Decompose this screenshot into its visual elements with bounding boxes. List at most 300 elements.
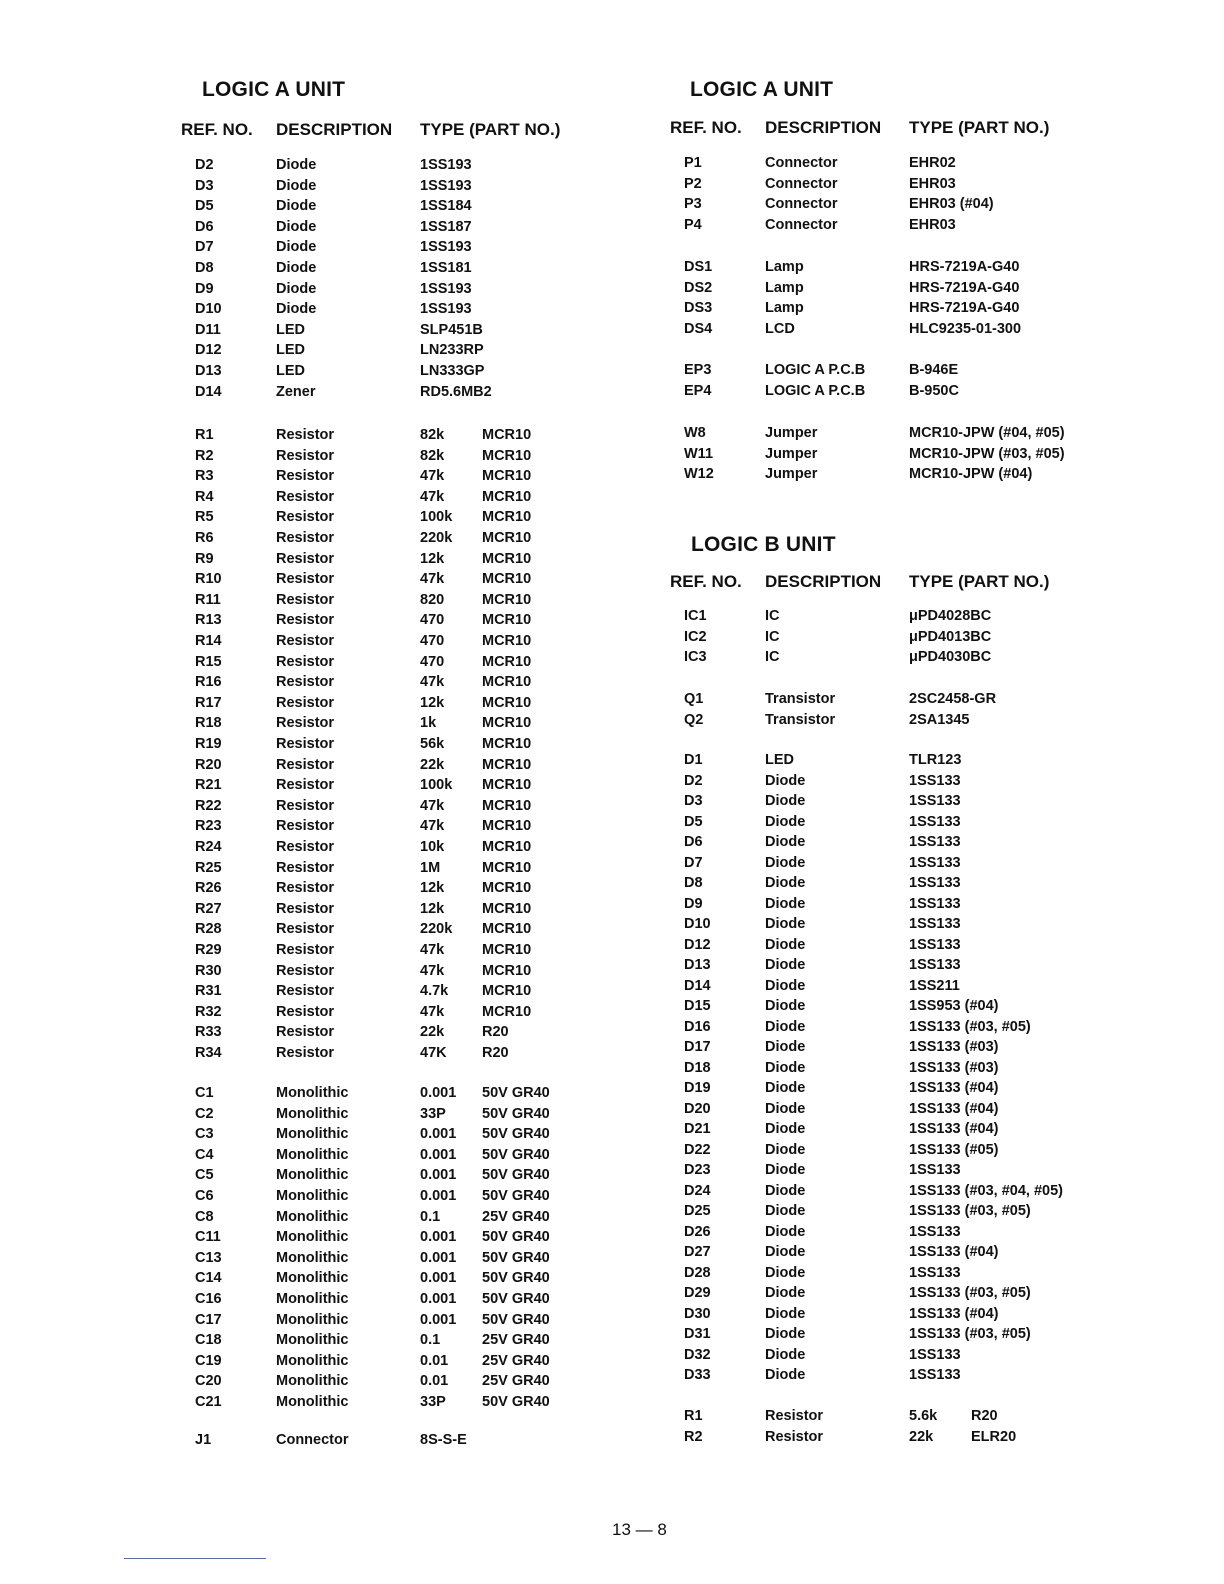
ref-no-cell: D14: [684, 977, 711, 994]
table-row: [0, 1145, 600, 1166]
ref-no-cell: R31: [195, 983, 222, 1000]
ref-no-cell: D2: [195, 157, 214, 173]
description-cell: Diode: [765, 957, 806, 973]
type-cell: EHR03: [909, 175, 956, 192]
description-cell: Resistor: [276, 818, 335, 835]
type-cell: 1SS133 (#04): [909, 1121, 999, 1137]
table-row: [0, 734, 600, 755]
ref-no-cell: D27: [684, 1244, 711, 1260]
description-cell: Jumper: [765, 445, 818, 462]
type-cell: 0.001: [420, 1167, 457, 1184]
ref-no-cell: R19: [195, 736, 222, 752]
type-extra-cell: MCR10: [482, 633, 532, 649]
description-cell: Resistor: [276, 921, 335, 938]
type-extra-cell: MCR10: [482, 900, 532, 917]
description-cell: Diode: [765, 1141, 806, 1158]
description-cell: Resistor: [276, 509, 335, 526]
description-cell: LOGIC A P.C.B: [765, 382, 866, 399]
table-row: [0, 196, 600, 217]
table-row: [612, 257, 1212, 278]
table-row: [0, 1330, 600, 1351]
table-row: [0, 1268, 600, 1289]
description-cell: Resistor: [276, 962, 335, 979]
description-cell: Monolithic: [276, 1311, 349, 1328]
type-cell: 2SC2458-GR: [909, 691, 997, 707]
header-description: DESCRIPTION: [765, 118, 882, 137]
table-row: [612, 812, 1212, 833]
table-row: [0, 528, 600, 549]
ref-no-cell: D10: [195, 301, 222, 318]
description-cell: Diode: [765, 1080, 806, 1096]
description-cell: Monolithic: [276, 1208, 349, 1225]
type-cell: 0.1: [420, 1332, 441, 1349]
ref-no-cell: D21: [684, 1121, 711, 1137]
type-cell: 1SS133 (#03, #05): [909, 1203, 1031, 1219]
description-cell: Diode: [765, 936, 806, 953]
ref-no-cell: W11: [684, 445, 714, 462]
description-cell: Jumper: [765, 466, 818, 483]
description-cell: Resistor: [276, 488, 335, 505]
table-row: [612, 1283, 1212, 1304]
page-number: 13 — 8: [612, 1520, 667, 1539]
ref-no-cell: R34: [195, 1045, 222, 1061]
table-row: [612, 278, 1212, 299]
type-extra-cell: 25V GR40: [482, 1373, 550, 1390]
table-row: [0, 961, 600, 982]
header-ref-no: REF. NO.: [670, 118, 742, 137]
table-row: [0, 610, 600, 631]
ref-no-cell: C20: [195, 1373, 222, 1390]
type-extra-cell: 50V GR40: [482, 1311, 550, 1328]
type-extra-cell: MCR10: [482, 839, 532, 855]
ref-no-cell: P3: [684, 196, 702, 213]
type-cell: 47K: [420, 1045, 447, 1061]
table-row: [0, 549, 600, 570]
description-cell: Diode: [276, 198, 317, 215]
table-row: [612, 1304, 1212, 1325]
ref-no-cell: R24: [195, 839, 222, 855]
description-cell: Transistor: [765, 711, 836, 728]
ref-no-cell: D17: [684, 1039, 711, 1055]
type-cell: 1SS133: [909, 1367, 961, 1383]
header-type: TYPE (PART NO.): [909, 572, 1050, 591]
description-cell: Monolithic: [276, 1249, 349, 1266]
description-cell: Resistor: [276, 756, 335, 773]
type-cell: μPD4030BC: [909, 649, 992, 665]
type-extra-cell: MCR10: [482, 859, 532, 876]
table-row: [612, 710, 1212, 731]
table-row: [0, 631, 600, 652]
table-row: [0, 507, 600, 528]
description-cell: Diode: [276, 239, 317, 256]
ref-no-cell: D33: [684, 1367, 711, 1383]
description-cell: Monolithic: [276, 1270, 349, 1287]
description-cell: LOGIC A P.C.B: [765, 362, 866, 378]
type-extra-cell: MCR10: [482, 983, 532, 1000]
ref-no-cell: D10: [684, 916, 711, 932]
ref-no-cell: D2: [684, 772, 703, 789]
type-extra-cell: ELR20: [971, 1428, 1017, 1445]
table-row: [612, 873, 1212, 894]
table-row: [612, 791, 1212, 812]
table-row: [0, 755, 600, 776]
table-row: [612, 1099, 1212, 1120]
type-cell: 1SS193: [420, 280, 472, 297]
header-ref-no: REF. NO.: [181, 120, 253, 139]
description-cell: Resistor: [276, 447, 335, 464]
type-cell: 1SS193: [420, 177, 472, 194]
table-row: [0, 837, 600, 858]
table-row: [612, 1365, 1212, 1386]
table-row: [612, 955, 1212, 976]
table-row: [0, 1227, 600, 1248]
description-cell: Diode: [765, 1018, 806, 1035]
type-cell: MCR10-JPW (#04): [909, 466, 1033, 483]
ref-no-cell: D16: [684, 1018, 711, 1035]
table-row: [0, 1022, 600, 1043]
type-cell: 470: [420, 633, 445, 649]
table-row: [612, 360, 1212, 381]
type-cell: 0.01: [420, 1373, 449, 1390]
description-cell: Resistor: [276, 1003, 335, 1020]
type-extra-cell: 50V GR40: [482, 1167, 550, 1184]
ref-no-cell: D26: [684, 1223, 711, 1240]
type-cell: MCR10-JPW (#04, #05): [909, 425, 1065, 441]
description-cell: Diode: [276, 280, 317, 297]
ref-no-cell: D20: [684, 1100, 711, 1117]
ref-no-cell: D8: [684, 875, 703, 891]
table-row: [0, 446, 600, 467]
type-cell: B-950C: [909, 382, 959, 399]
description-cell: Monolithic: [276, 1229, 349, 1246]
type-cell: 1SS133: [909, 957, 961, 973]
type-extra-cell: MCR10: [482, 818, 532, 835]
description-cell: IC: [765, 649, 780, 665]
type-cell: 0.001: [420, 1126, 457, 1143]
ref-no-cell: D5: [684, 813, 703, 830]
table-row: [0, 1002, 600, 1023]
description-cell: Diode: [765, 1346, 806, 1363]
type-extra-cell: MCR10: [482, 736, 532, 752]
ref-no-cell: P4: [684, 216, 702, 233]
type-extra-cell: MCR10: [482, 756, 532, 773]
ref-no-cell: D29: [684, 1285, 711, 1301]
ref-no-cell: IC3: [684, 649, 707, 665]
table-row: [0, 320, 600, 341]
table-row: [612, 750, 1212, 771]
ref-no-cell: R11: [195, 591, 221, 608]
ref-no-cell: C5: [195, 1167, 214, 1184]
ref-no-cell: D23: [684, 1162, 711, 1178]
footer-rule: [124, 1558, 266, 1559]
table-row: [612, 976, 1212, 997]
type-cell: 47k: [420, 797, 445, 814]
type-cell: 0.001: [420, 1311, 457, 1328]
header-type: TYPE (PART NO.): [420, 120, 561, 139]
ref-no-cell: R1: [684, 1408, 703, 1424]
ref-no-cell: D30: [684, 1305, 711, 1322]
ref-no-cell: D25: [684, 1203, 711, 1219]
ref-no-cell: DS4: [684, 320, 713, 337]
table-row: [612, 832, 1212, 853]
description-cell: Diode: [765, 977, 806, 994]
type-cell: 1SS133 (#03, #04, #05): [909, 1182, 1063, 1199]
type-cell: 1SS133: [909, 813, 961, 830]
type-extra-cell: 25V GR40: [482, 1352, 550, 1369]
type-cell: 1SS184: [420, 198, 472, 215]
type-cell: HRS-7219A-G40: [909, 300, 1020, 317]
description-cell: LED: [276, 342, 305, 359]
ref-no-cell: R28: [195, 921, 222, 938]
description-cell: Diode: [765, 1305, 806, 1322]
ref-no-cell: R5: [195, 509, 214, 526]
table-row: [612, 996, 1212, 1017]
type-extra-cell: MCR10: [482, 962, 532, 979]
type-cell: 0.001: [420, 1229, 457, 1246]
description-cell: Resistor: [276, 942, 335, 958]
type-cell: 1SS193: [420, 239, 472, 256]
ref-no-cell: D12: [195, 342, 222, 359]
table-row: [612, 894, 1212, 915]
table-row: [612, 1140, 1212, 1161]
ref-no-cell: C2: [195, 1105, 214, 1122]
ref-no-cell: J1: [195, 1432, 212, 1448]
description-cell: IC: [765, 608, 780, 624]
type-cell: 1SS133: [909, 854, 961, 871]
ref-no-cell: R9: [195, 550, 214, 567]
description-cell: Resistor: [765, 1408, 824, 1424]
table-row: [612, 319, 1212, 340]
type-extra-cell: 50V GR40: [482, 1105, 550, 1122]
type-cell: 1SS133: [909, 772, 961, 789]
type-cell: 0.001: [420, 1085, 457, 1101]
type-extra-cell: 50V GR40: [482, 1291, 550, 1307]
type-cell: 12k: [420, 550, 445, 567]
description-cell: Zener: [276, 383, 316, 400]
table-row: [0, 693, 600, 714]
table-row: [0, 899, 600, 920]
description-cell: Resistor: [276, 674, 335, 691]
ref-no-cell: D8: [195, 260, 214, 276]
description-cell: LCD: [765, 320, 795, 337]
table-row: [0, 1124, 600, 1145]
description-cell: LED: [276, 363, 305, 379]
description-cell: Resistor: [276, 468, 335, 485]
type-cell: μPD4013BC: [909, 628, 992, 645]
type-cell: 1SS193: [420, 301, 472, 318]
table-row: [0, 340, 600, 361]
type-cell: 0.001: [420, 1146, 457, 1163]
header-description: DESCRIPTION: [765, 572, 882, 591]
type-cell: 1SS133: [909, 1223, 961, 1240]
ref-no-cell: C1: [195, 1085, 214, 1101]
description-cell: Resistor: [276, 797, 335, 814]
type-cell: 1SS133: [909, 916, 961, 932]
type-cell: 1k: [420, 715, 437, 732]
description-cell: Diode: [765, 1121, 806, 1137]
type-cell: 12k: [420, 880, 445, 897]
ref-no-cell: Q1: [684, 691, 704, 707]
table-row: [0, 237, 600, 258]
type-extra-cell: MCR10: [482, 488, 532, 505]
description-cell: Monolithic: [276, 1188, 349, 1204]
description-cell: Monolithic: [276, 1332, 349, 1349]
type-cell: 1SS133 (#04): [909, 1080, 999, 1096]
ref-no-cell: P2: [684, 175, 702, 192]
type-extra-cell: MCR10: [482, 447, 532, 464]
type-cell: 1SS133: [909, 936, 961, 953]
type-cell: 100k: [420, 777, 453, 794]
table-row: [0, 796, 600, 817]
table-row: [0, 1392, 600, 1413]
table-row: [0, 361, 600, 382]
type-cell: 1SS133: [909, 1264, 961, 1281]
description-cell: Diode: [765, 813, 806, 830]
table-row: [612, 1017, 1212, 1038]
ref-no-cell: R6: [195, 530, 214, 546]
description-cell: Resistor: [276, 571, 335, 588]
type-cell: 1SS953 (#04): [909, 998, 999, 1014]
type-extra-cell: 50V GR40: [482, 1394, 550, 1410]
description-cell: Diode: [765, 1039, 806, 1055]
type-cell: 47k: [420, 571, 445, 588]
description-cell: Transistor: [765, 691, 836, 707]
type-cell: 1SS133: [909, 895, 961, 912]
ref-no-cell: D13: [195, 363, 222, 379]
type-extra-cell: 50V GR40: [482, 1229, 550, 1246]
ref-no-cell: R16: [195, 674, 222, 691]
type-extra-cell: MCR10: [482, 942, 532, 958]
table-row: [0, 382, 600, 403]
type-cell: HRS-7219A-G40: [909, 259, 1020, 275]
type-cell: 1M: [420, 859, 441, 876]
table-row: [0, 672, 600, 693]
description-cell: Resistor: [276, 859, 335, 876]
type-cell: HRS-7219A-G40: [909, 279, 1020, 296]
description-cell: Monolithic: [276, 1373, 349, 1390]
type-cell: 100k: [420, 509, 453, 526]
description-cell: Diode: [765, 793, 806, 809]
type-cell: 33P: [420, 1105, 446, 1122]
type-extra-cell: 25V GR40: [482, 1332, 550, 1349]
description-cell: Diode: [765, 1182, 806, 1199]
description-cell: Resistor: [276, 839, 335, 855]
table-row: [0, 940, 600, 961]
ref-no-cell: D24: [684, 1182, 711, 1199]
description-cell: Connector: [276, 1432, 349, 1448]
description-cell: Resistor: [276, 530, 335, 546]
type-extra-cell: MCR10: [482, 509, 532, 526]
type-cell: 0.1: [420, 1208, 441, 1225]
ref-no-cell: R10: [195, 571, 222, 588]
type-cell: 220k: [420, 530, 453, 546]
type-cell: 1SS133 (#05): [909, 1141, 999, 1158]
table-row: [0, 775, 600, 796]
type-cell: 0.001: [420, 1188, 457, 1204]
ref-no-cell: R13: [195, 612, 222, 629]
type-cell: 10k: [420, 839, 445, 855]
type-cell: 47k: [420, 942, 445, 958]
type-cell: 47k: [420, 674, 445, 691]
ref-no-cell: D18: [684, 1059, 711, 1076]
table-row: [0, 425, 600, 446]
description-cell: Resistor: [276, 694, 335, 711]
type-cell: 4.7k: [420, 983, 449, 1000]
type-cell: 47k: [420, 468, 445, 485]
type-cell: 1SS133 (#03, #05): [909, 1285, 1031, 1301]
ref-no-cell: D7: [195, 239, 214, 256]
type-extra-cell: 50V GR40: [482, 1085, 550, 1101]
table-row: [0, 279, 600, 300]
table-row: [612, 1058, 1212, 1079]
description-cell: Resistor: [276, 550, 335, 567]
type-extra-cell: R20: [971, 1408, 998, 1424]
description-cell: Monolithic: [276, 1291, 349, 1307]
description-cell: Resistor: [276, 900, 335, 917]
ref-no-cell: R1: [195, 427, 214, 443]
table-row: [0, 1289, 600, 1310]
type-cell: B-946E: [909, 362, 959, 378]
description-cell: Lamp: [765, 259, 804, 275]
type-cell: 1SS133: [909, 793, 961, 809]
type-extra-cell: MCR10: [482, 591, 532, 608]
ref-no-cell: R4: [195, 488, 214, 505]
ref-no-cell: DS3: [684, 300, 713, 317]
ref-no-cell: D32: [684, 1346, 711, 1363]
ref-no-cell: R26: [195, 880, 222, 897]
type-extra-cell: MCR10: [482, 530, 532, 546]
description-cell: IC: [765, 628, 780, 645]
description-cell: Resistor: [276, 633, 335, 649]
description-cell: Resistor: [276, 777, 335, 794]
description-cell: Resistor: [276, 653, 335, 670]
ref-no-cell: R20: [195, 756, 222, 773]
type-cell: 1SS133 (#03, #05): [909, 1018, 1031, 1035]
type-extra-cell: R20: [482, 1024, 509, 1041]
table-row: [612, 1427, 1212, 1448]
type-extra-cell: MCR10: [482, 612, 532, 629]
table-row: [0, 878, 600, 899]
description-cell: Resistor: [276, 1024, 335, 1041]
ref-no-cell: R23: [195, 818, 222, 835]
ref-no-cell: R32: [195, 1003, 222, 1020]
header-ref-no: REF. NO.: [670, 572, 742, 591]
description-cell: Monolithic: [276, 1352, 349, 1369]
type-cell: 470: [420, 653, 445, 670]
table-row: [612, 1037, 1212, 1058]
table-row: [0, 1104, 600, 1125]
table-row: [612, 1119, 1212, 1140]
table-row: [612, 464, 1212, 485]
description-cell: LED: [765, 752, 794, 768]
description-cell: Diode: [276, 218, 317, 235]
table-row: [0, 176, 600, 197]
ref-no-cell: R14: [195, 633, 222, 649]
table-row: [612, 1345, 1212, 1366]
table-row: [612, 1160, 1212, 1181]
description-cell: Diode: [765, 1100, 806, 1117]
description-cell: Resistor: [765, 1428, 824, 1445]
table-row: [0, 299, 600, 320]
table-row: [0, 1083, 600, 1104]
ref-no-cell: D9: [195, 280, 214, 297]
description-cell: Resistor: [276, 427, 335, 443]
type-extra-cell: MCR10: [482, 571, 532, 588]
type-cell: TLR123: [909, 752, 962, 768]
description-cell: Diode: [276, 157, 317, 173]
type-extra-cell: MCR10: [482, 550, 532, 567]
type-extra-cell: MCR10: [482, 921, 532, 938]
